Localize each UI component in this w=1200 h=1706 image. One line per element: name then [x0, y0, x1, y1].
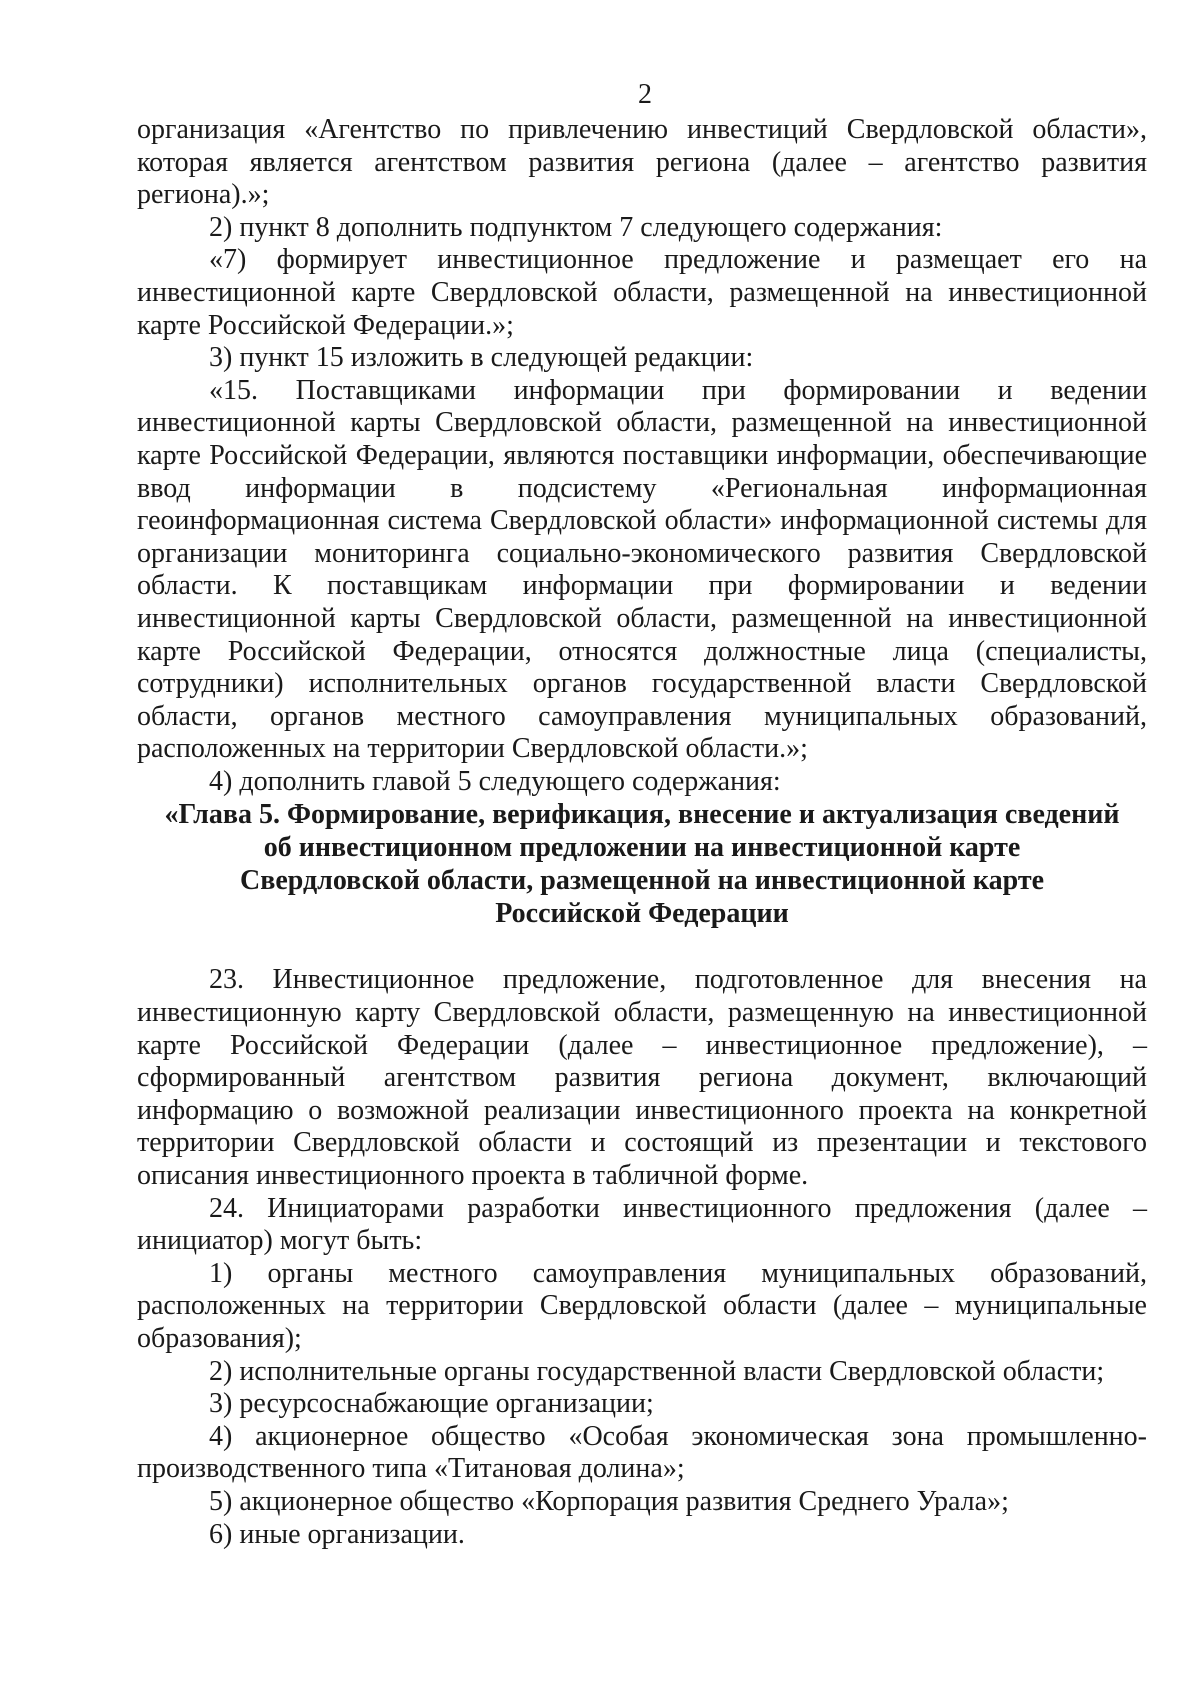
paragraph-item-4: 4) дополнить главой 5 следующего содержания: — [209, 765, 781, 797]
paragraph-list-item-3: 3) ресурсоснабжающие организации; — [209, 1388, 654, 1420]
paragraph-item-3: 3) пункт 15 изложить в следующей редакции: — [209, 342, 754, 374]
chapter-heading-line: об инвестиционном предложении на инвестиционной карте — [263, 832, 1021, 864]
paragraph-list-item-2: 2) исполнительные органы государственной власти Свердловской области; — [209, 1355, 1105, 1387]
paragraph-list-item-1: 1) органы местного самоуправления муниципальных образований, расположенных на территории Свердловской области (далее – муниципальные образования); — [137, 1257, 1147, 1354]
paragraph-point-23: 23. Инвестиционное предложение, подготовленное для внесения на инвестиционную карту Свердловской области, размещенную на инвестиционной карте Российской Федерации (далее – инвестиционное предложение), – сформированный агентством развития региона документ, включающий информацию о возможной реализации инвестиционного проекта на конкретной территории Свердловской области и состоящий из презентации и текстового описания инвестиционного проекта в табличной форме. — [137, 964, 1147, 1192]
paragraph-list-item-6: 6) иные организации. — [209, 1518, 465, 1550]
chapter-heading-line: Свердловской области, размещенной на инвестиционной карте — [239, 865, 1044, 897]
paragraph-agency-definition: организация «Агентство по привлечению инвестиций Свердловской области», которая является агентством развития региона (далее – агентство развития региона).»; — [137, 114, 1147, 211]
document-body — [137, 114, 1147, 1551]
paragraph-list-item-4: 4) акционерное общество «Особая экономическая зона промышленно-производственного типа «Титановая долина»; — [137, 1420, 1147, 1485]
chapter-heading-line: Российской Федерации — [495, 898, 789, 930]
paragraph-item-2: 2) пункт 8 дополнить подпунктом 7 следующего содержания: — [209, 211, 943, 243]
paragraph-point-24: 24. Инициаторами разработки инвестиционного предложения (далее – инициатор) могут быть: — [137, 1192, 1147, 1257]
paragraph-subitem-7: «7) формирует инвестиционное предложение и размещает его на инвестиционной карте Свердловской области, размещенной на инвестиционной карте Российской Федерации.»; — [137, 244, 1147, 341]
chapter-heading-line: «Глава 5. Формирование, верификация, внесение и актуализация сведений — [164, 799, 1120, 831]
spacer — [137, 930, 1147, 964]
page-number: 2 — [638, 79, 652, 110]
paragraph-list-item-5: 5) акционерное общество «Корпорация развития Среднего Урала»; — [209, 1485, 1009, 1517]
paragraph-point-15: «15. Поставщиками информации при формировании и ведении инвестиционной карты Свердловской области, размещенной на инвестиционной карте Российской Федерации, являются поставщики информации, обеспечивающие ввод информации в подсистему «Региональная информационная геоинформационная система Свердловской области» информационной системы для организации мониторинга социально-экономического развития Свердловской области. К поставщикам информации при формировании и ведении инвестиционной карты Свердловской области, размещенной на инвестиционной карте Российской Федерации, относятся должностные лица (специалисты, сотрудники) исполнительных органов государственной власти Свердловской области, органов местного самоуправления муниципальных образований, расположенных на территории Свердловской области.»; — [137, 374, 1147, 765]
chapter-heading — [137, 798, 1147, 930]
